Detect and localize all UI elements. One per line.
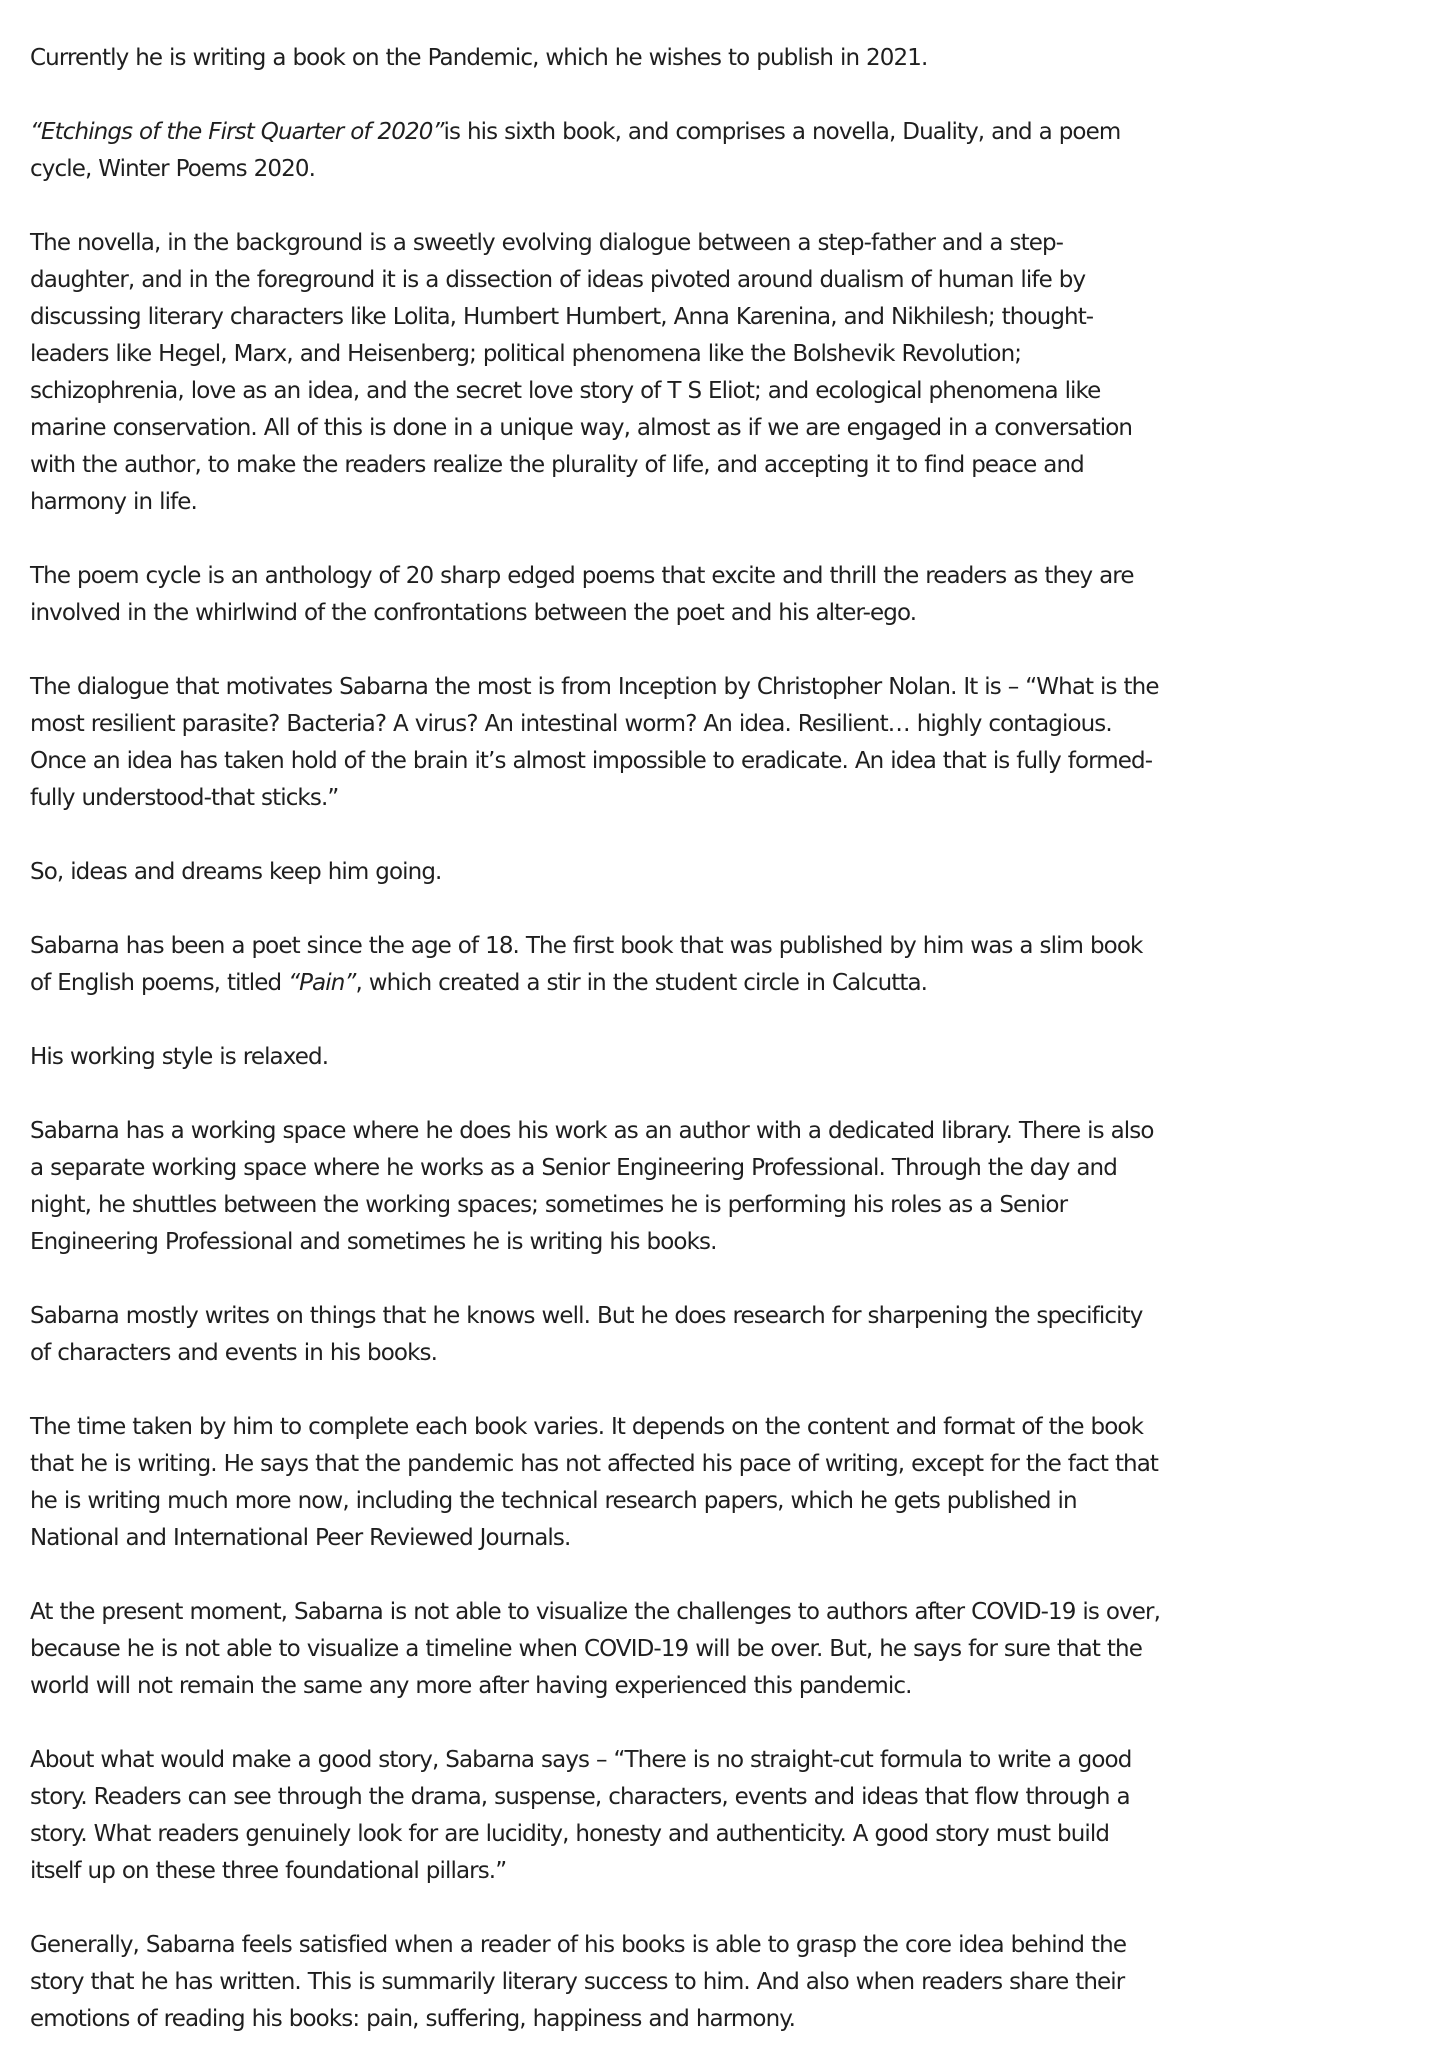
paragraph-poet-since-18 — [30, 928, 1165, 1002]
article-body — [30, 40, 1165, 2038]
paragraph-time-taken: The time taken by him to complete each book varies. It depends on the content and format of the book that he is writing. He says that the pandemic has not affected his pace of writing, except for the fact that he is writing much more now, including the technical research papers, which he gets published in National and International Peer Reviewed Journals. — [30, 1414, 1159, 1551]
paragraph-poet-text-after: , which created a stir in the student circle in Calcutta. — [355, 970, 928, 996]
paragraph-sixth-book — [30, 114, 1165, 188]
paragraph-inception-quote: The dialogue that motivates Sabarna the most is from Inception by Christopher Nolan. It is – “What is the most resilient parasite? Bacteria? A virus? An intestinal worm? An idea. Resilient… highly contagious. Once an idea has taken hold of the brain it’s almost impossible to eradicate. An idea that is fully formed-fully understood-that sticks.” — [30, 674, 1159, 811]
book-title-etchings: “Etchings of the First Quarter of 2020” — [30, 119, 444, 145]
paragraph-sixth-book-text: is his sixth book, and comprises a novella, Duality, and a poem cycle, Winter Poems 2020. — [30, 119, 1121, 182]
paragraph-literary-success: Generally, Sabarna feels satisfied when a reader of his books is able to grasp the core idea behind the story that he has written. This is summarily literary success to him. And also when readers share their emotions of reading his books: pain, suffering, happiness and harmony. — [30, 1932, 1127, 2032]
paragraph-current-book: Currently he is writing a book on the Pandemic, which he wishes to publish in 2021. — [30, 45, 928, 71]
paragraph-research: Sabarna mostly writes on things that he knows well. But he does research for sharpening the specificity of characters and events in his books. — [30, 1303, 1143, 1366]
paragraph-ideas-dreams: So, ideas and dreams keep him going. — [30, 859, 442, 885]
paragraph-working-space: Sabarna has a working space where he does his work as an author with a dedicated library. There is also a separate working space where he works as a Senior Engineering Professional. Through the day and night, he shuttles between the working spaces; sometimes he is performing his roles as a Senior Engineering Professional and sometimes he is writing his books. — [30, 1118, 1154, 1255]
book-title-pain: “Pain” — [288, 970, 356, 996]
paragraph-novella: The novella, in the background is a sweetly evolving dialogue between a step-father and a step-daughter, and in the foreground it is a dissection of ideas pivoted around dualism of human life by discussing literary characters like Lolita, Humbert Humbert, Anna Karenina, and Nikhilesh; thought-leaders like Hegel, Marx, and Heisenberg; political phenomena like the Bolshevik Revolution; schizophrenia, love as an idea, and the secret love story of T S Eliot; and ecological phenomena like marine conservation. All of this is done in a unique way, almost as if we are engaged in a conversation with the author, to make the readers realize the plurality of life, and accepting it to find peace and harmony in life. — [30, 230, 1133, 515]
paragraph-working-style: His working style is relaxed. — [30, 1044, 329, 1070]
paragraph-covid-challenges: At the present moment, Sabarna is not able to visualize the challenges to authors after COVID-19 is over, because he is not able to visualize a timeline when COVID-19 will be over. But, he says for sure that the world will not remain the same any more after having experienced this pandemic. — [30, 1599, 1160, 1699]
paragraph-poem-cycle: The poem cycle is an anthology of 20 sharp edged poems that excite and thrill the readers as they are involved in the whirlwind of the confrontations between the poet and his alter-ego. — [30, 563, 1134, 626]
paragraph-good-story: About what would make a good story, Sabarna says – “There is no straight-cut formula to write a good story. Readers can see through the drama, suspense, characters, events and ideas that flow through a story. What readers genuinely look for are lucidity, honesty and authenticity. A good story must build itself up on these three foundational pillars.” — [30, 1747, 1132, 1884]
paragraph-poet-text-before: Sabarna has been a poet since the age of 18. The first book that was published by him was a slim book of English poems, titled — [30, 933, 1143, 996]
